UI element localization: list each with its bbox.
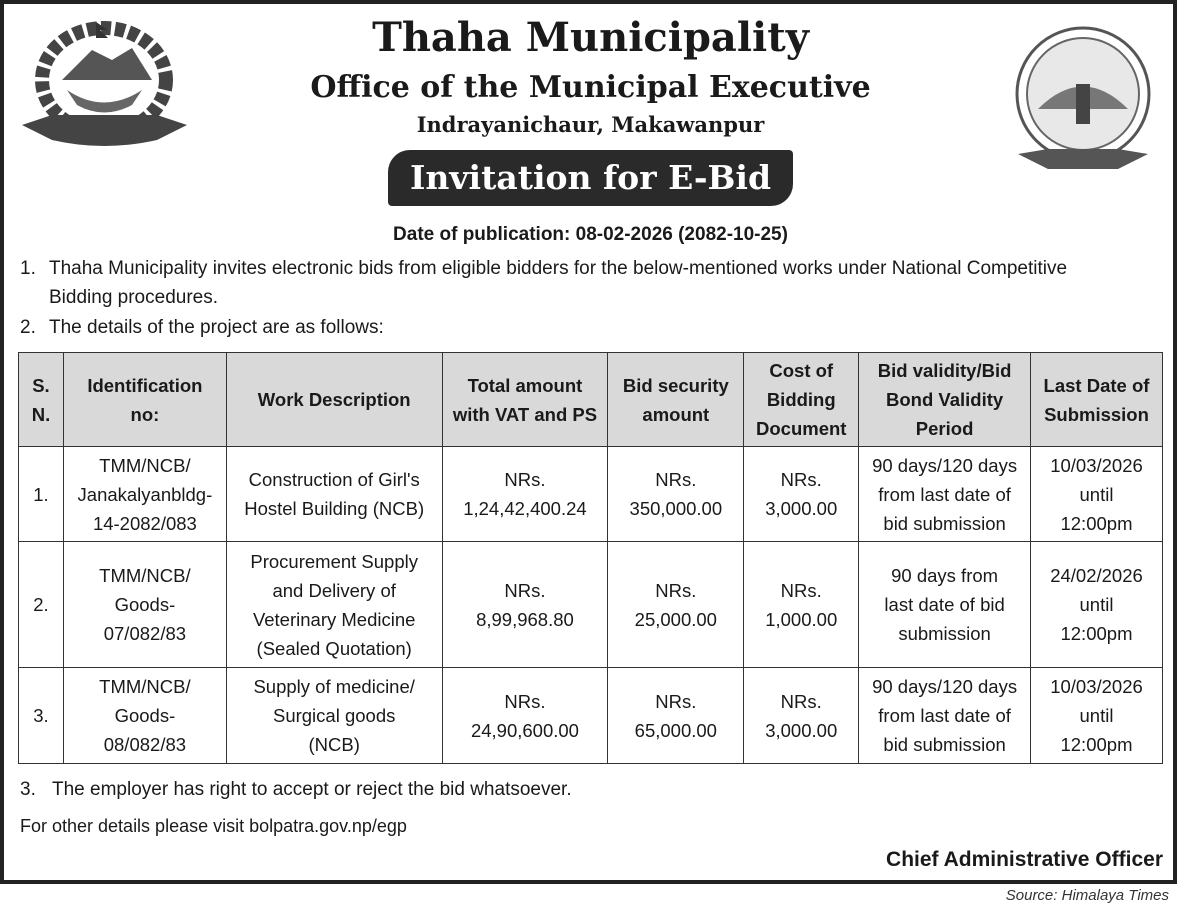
- para-number: 3.: [20, 779, 36, 800]
- table-row: [19, 542, 1163, 668]
- table-cell: 90 days/120 days from last date of bid submission: [859, 668, 1031, 764]
- table-cell: 90 days/120 days from last date of bid submission: [859, 447, 1031, 542]
- table-cell: 10/03/2026 until 12:00pm: [1030, 447, 1162, 542]
- table-cell: Construction of Girl's Hostel Building (NCB): [226, 447, 442, 542]
- para-text: The employer has right to accept or reject the bid whatsoever.: [52, 779, 572, 800]
- table-cell: NRs. 1,24,42,400.24: [442, 447, 608, 542]
- column-header: Identification no:: [63, 353, 226, 447]
- notice-banner: Invitation for E-Bid: [388, 150, 793, 206]
- office-name: Office of the Municipal Executive: [310, 70, 871, 105]
- table-cell: NRs. 8,99,968.80: [442, 542, 608, 668]
- paragraph-2: [20, 313, 384, 342]
- table-cell: TMM/NCB/ Goods- 07/082/83: [63, 542, 226, 668]
- table-cell: 3.: [19, 668, 64, 764]
- table-cell: TMM/NCB/ Janakalyanbldg- 14-2082/083: [63, 447, 226, 542]
- table-row: [19, 668, 1163, 764]
- table-cell: NRs. 24,90,600.00: [442, 668, 608, 764]
- paragraph-3: [20, 779, 572, 801]
- para-number: 2.: [20, 317, 36, 338]
- column-header: Bid validity/Bid Bond Validity Period: [859, 353, 1031, 447]
- column-header: Cost of Bidding Document: [744, 353, 859, 447]
- para-text: Thaha Municipality invites electronic bids from eligible bidders for the below-mentioned works under National Competitive: [49, 258, 1068, 279]
- office-address: Indrayanichaur, Makawanpur: [416, 112, 765, 137]
- para-text: Bidding procedures.: [49, 287, 218, 308]
- table-cell: 24/02/2026 until 12:00pm: [1030, 542, 1162, 668]
- signatory: Chief Administrative Officer: [886, 848, 1163, 871]
- bid-table: [18, 352, 1163, 764]
- table-cell: NRs. 1,000.00: [744, 542, 859, 668]
- table-cell: NRs. 65,000.00: [608, 668, 744, 764]
- table-cell: 90 days from last date of bid submission: [859, 542, 1031, 668]
- table-row: [19, 447, 1163, 542]
- table-cell: NRs. 25,000.00: [608, 542, 744, 668]
- column-header: Total amount with VAT and PS: [442, 353, 608, 447]
- table-cell: NRs. 3,000.00: [744, 668, 859, 764]
- table-cell: TMM/NCB/ Goods- 08/082/83: [63, 668, 226, 764]
- column-header: S. N.: [19, 353, 64, 447]
- column-header: Bid security amount: [608, 353, 744, 447]
- column-header: Work Description: [226, 353, 442, 447]
- table-cell: 2.: [19, 542, 64, 668]
- paragraph-1: [20, 254, 1067, 312]
- table-cell: Procurement Supply and Delivery of Veterinary Medicine (Sealed Quotation): [226, 542, 442, 668]
- para-text: The details of the project are as follows:: [49, 317, 384, 338]
- para-number: 1.: [20, 258, 36, 279]
- municipality-name: Thaha Municipality: [372, 14, 809, 61]
- details-link-text: For other details please visit bolpatra.gov.np/egp: [20, 816, 407, 836]
- column-header: Last Date of Submission: [1030, 353, 1162, 447]
- table-cell: 10/03/2026 until 12:00pm: [1030, 668, 1162, 764]
- table-cell: NRs. 350,000.00: [608, 447, 744, 542]
- source-credit: Source: Himalaya Times: [1005, 887, 1169, 904]
- table-cell: 1.: [19, 447, 64, 542]
- table-cell: NRs. 3,000.00: [744, 447, 859, 542]
- table-cell: Supply of medicine/ Surgical goods (NCB): [226, 668, 442, 764]
- publication-date: Date of publication: 08-02-2026 (2082-10-25): [393, 224, 788, 245]
